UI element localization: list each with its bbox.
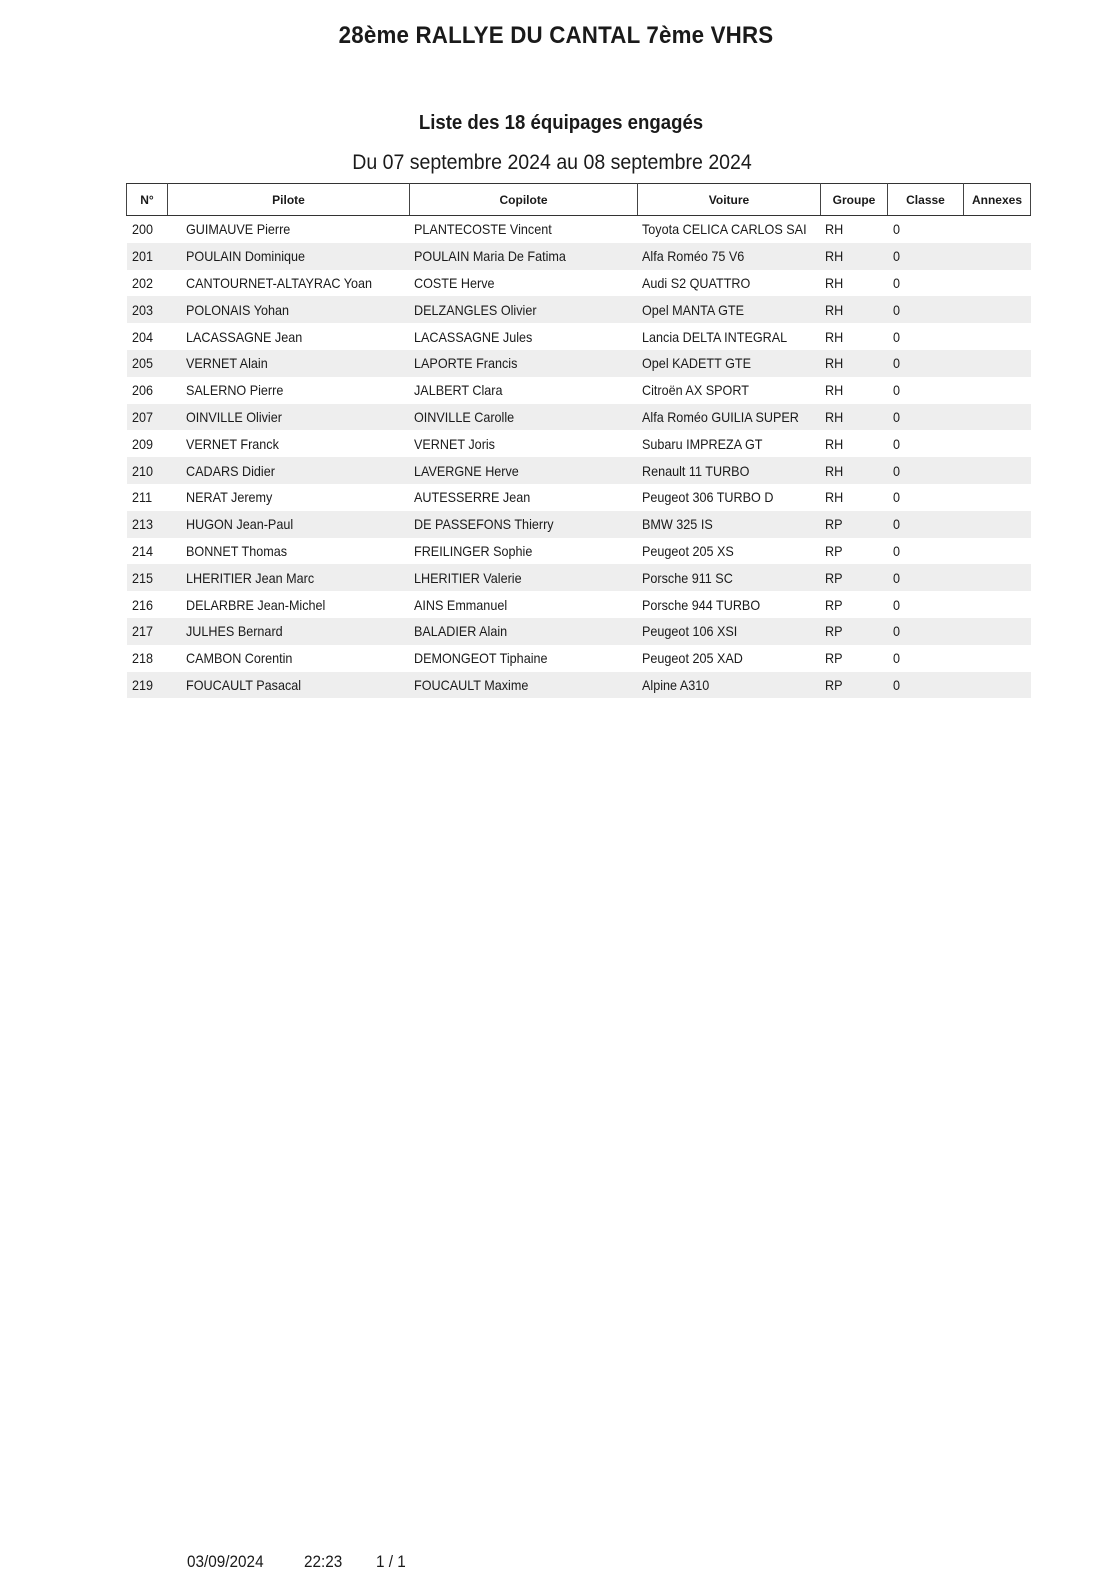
cell-num: 204	[131, 328, 153, 345]
cell-annexes	[964, 484, 1031, 511]
cell-voiture: Peugeot 306 TURBO D	[641, 489, 773, 506]
table-row	[127, 511, 1031, 538]
cell-voiture: Opel KADETT GTE	[638, 350, 821, 377]
cell-voiture: Toyota CELICA CARLOS SAI	[641, 221, 807, 238]
cell-groupe: RH	[821, 404, 888, 431]
table-row	[127, 430, 1031, 457]
cell-annexes	[964, 270, 1031, 297]
header-pilote: Pilote	[168, 184, 410, 216]
cell-voiture: Alpine A310	[638, 672, 821, 699]
cell-pilote: SALERNO Pierre	[185, 382, 283, 399]
cell-annexes	[964, 672, 1031, 699]
cell-classe: 0	[888, 243, 964, 270]
cell-pilote: VERNET Franck	[185, 435, 279, 452]
document-title: 28ème RALLYE DU CANTAL 7ème VHRS	[338, 22, 774, 49]
cell-num: 200	[131, 221, 153, 238]
cell-groupe: RH	[824, 382, 843, 399]
cell-groupe: RP	[824, 542, 843, 559]
cell-groupe: RP	[821, 672, 888, 699]
footer-page-number: 1 / 1	[376, 1552, 406, 1571]
cell-num: 210	[127, 457, 168, 484]
cell-groupe: RH	[824, 328, 843, 345]
cell-voiture: BMW 325 IS	[638, 511, 821, 538]
cell-groupe: RH	[821, 457, 888, 484]
cell-groupe: RH	[824, 274, 843, 291]
cell-voiture: Alfa Roméo GUILIA SUPER	[638, 404, 821, 431]
cell-copilote: OINVILLE Carolle	[410, 404, 638, 431]
cell-annexes	[964, 296, 1031, 323]
cell-copilote: LAVERGNE Herve	[410, 457, 638, 484]
cell-classe: 0	[892, 382, 900, 399]
cell-classe: 0	[892, 650, 900, 667]
cell-copilote: AUTESSERRE Jean	[413, 489, 530, 506]
cell-classe: 0	[892, 489, 900, 506]
cell-copilote: LHERITIER Valerie	[410, 564, 638, 591]
cell-voiture: Porsche 911 SC	[638, 564, 821, 591]
cell-num: 209	[131, 435, 153, 452]
cell-pilote: CAMBON Corentin	[185, 650, 292, 667]
cell-groupe: RH	[821, 350, 888, 377]
cell-voiture: Audi S2 QUATTRO	[641, 274, 750, 291]
cell-annexes	[964, 430, 1031, 457]
cell-groupe: RH	[824, 489, 843, 506]
cell-pilote: DELARBRE Jean-Michel	[185, 596, 325, 613]
cell-classe: 0	[888, 672, 964, 699]
cell-voiture: Porsche 944 TURBO	[641, 596, 760, 613]
cell-num: 216	[131, 596, 153, 613]
table-row	[127, 323, 1031, 350]
cell-classe: 0	[892, 274, 900, 291]
table-row	[127, 564, 1031, 591]
cell-groupe: RH	[821, 296, 888, 323]
cell-annexes	[964, 538, 1031, 565]
cell-num: 206	[131, 382, 153, 399]
cell-annexes	[964, 404, 1031, 431]
event-date-range: Du 07 septembre 2024 au 08 septembre 2024	[352, 151, 752, 174]
cell-pilote: BONNET Thomas	[185, 542, 287, 559]
cell-annexes	[964, 323, 1031, 350]
table-row	[127, 538, 1031, 565]
header-voiture: Voiture	[638, 184, 821, 216]
cell-num: 214	[131, 542, 153, 559]
cell-classe: 0	[892, 596, 900, 613]
cell-voiture: Peugeot 106 XSI	[638, 618, 821, 645]
cell-num: 211	[131, 489, 152, 506]
cell-annexes	[964, 350, 1031, 377]
table-row	[127, 484, 1031, 511]
cell-copilote: LACASSAGNE Jules	[413, 328, 532, 345]
cell-groupe: RP	[821, 511, 888, 538]
cell-copilote: BALADIER Alain	[410, 618, 638, 645]
cell-annexes	[964, 216, 1031, 243]
cell-pilote: GUIMAUVE Pierre	[185, 221, 290, 238]
table-row	[127, 296, 1031, 323]
cell-num: 207	[127, 404, 168, 431]
header-copilote: Copilote	[410, 184, 638, 216]
entries-table	[126, 183, 1031, 698]
table-body	[127, 216, 1031, 699]
cell-annexes	[964, 645, 1031, 672]
cell-voiture: Alfa Roméo 75 V6	[638, 243, 821, 270]
table-row	[127, 377, 1031, 404]
cell-copilote: POULAIN Maria De Fatima	[410, 243, 638, 270]
cell-copilote: VERNET Joris	[413, 435, 495, 452]
table-row	[127, 457, 1031, 484]
cell-copilote: FREILINGER Sophie	[413, 542, 532, 559]
cell-voiture: Subaru IMPREZA GT	[641, 435, 762, 452]
cell-voiture: Peugeot 205 XS	[641, 542, 734, 559]
cell-classe: 0	[888, 511, 964, 538]
cell-pilote: JULHES Bernard	[168, 618, 410, 645]
cell-copilote: PLANTECOSTE Vincent	[413, 221, 552, 238]
cell-classe: 0	[892, 328, 900, 345]
cell-pilote: HUGON Jean-Paul	[168, 511, 410, 538]
cell-pilote: POULAIN Dominique	[168, 243, 410, 270]
entries-subtitle: Liste des 18 équipages engagés	[418, 112, 704, 134]
cell-num: 203	[127, 296, 168, 323]
cell-voiture: Renault 11 TURBO	[638, 457, 821, 484]
cell-classe: 0	[888, 296, 964, 323]
header-num: N°	[127, 184, 168, 216]
footer-date: 03/09/2024	[187, 1552, 264, 1571]
cell-voiture: Opel MANTA GTE	[638, 296, 821, 323]
cell-copilote: JALBERT Clara	[413, 382, 502, 399]
cell-groupe: RP	[824, 596, 843, 613]
cell-annexes	[964, 591, 1031, 618]
cell-pilote: FOUCAULT Pasacal	[168, 672, 410, 699]
table-row	[127, 618, 1031, 645]
cell-annexes	[964, 564, 1031, 591]
cell-num: 217	[127, 618, 168, 645]
table-row	[127, 591, 1031, 618]
table-row	[127, 243, 1031, 270]
table-row	[127, 672, 1031, 699]
cell-classe: 0	[892, 221, 900, 238]
cell-copilote: FOUCAULT Maxime	[410, 672, 638, 699]
cell-classe: 0	[888, 350, 964, 377]
table-row	[127, 216, 1031, 243]
cell-pilote: LHERITIER Jean Marc	[168, 564, 410, 591]
cell-voiture: Citroën AX SPORT	[641, 382, 749, 399]
cell-copilote: LAPORTE Francis	[410, 350, 638, 377]
table-row	[127, 404, 1031, 431]
table-row	[127, 645, 1031, 672]
cell-classe: 0	[888, 564, 964, 591]
cell-num: 215	[127, 564, 168, 591]
cell-num: 218	[131, 650, 153, 667]
cell-groupe: RP	[821, 564, 888, 591]
table-row	[127, 270, 1031, 297]
cell-pilote: OINVILLE Olivier	[168, 404, 410, 431]
cell-pilote: NERAT Jeremy	[185, 489, 272, 506]
cell-groupe: RH	[824, 221, 843, 238]
header-classe: Classe	[888, 184, 964, 216]
cell-num: 202	[131, 274, 153, 291]
header-groupe: Groupe	[821, 184, 888, 216]
cell-groupe: RP	[821, 618, 888, 645]
cell-classe: 0	[892, 435, 900, 452]
cell-pilote: VERNET Alain	[168, 350, 410, 377]
cell-classe: 0	[892, 542, 900, 559]
header-annexes: Annexes	[964, 184, 1031, 216]
cell-copilote: COSTE Herve	[413, 274, 495, 291]
cell-num: 205	[127, 350, 168, 377]
cell-voiture: Peugeot 205 XAD	[641, 650, 743, 667]
cell-voiture: Lancia DELTA INTEGRAL	[641, 328, 787, 345]
cell-annexes	[964, 618, 1031, 645]
cell-pilote: CANTOURNET-ALTAYRAC Yoan	[185, 274, 372, 291]
cell-groupe: RH	[824, 435, 843, 452]
footer-time: 22:23	[304, 1552, 343, 1571]
cell-annexes	[964, 457, 1031, 484]
cell-pilote: CADARS Didier	[168, 457, 410, 484]
cell-copilote: DEMONGEOT Tiphaine	[413, 650, 548, 667]
table-header	[127, 184, 1031, 216]
cell-groupe: RP	[824, 650, 843, 667]
cell-classe: 0	[888, 457, 964, 484]
table-row	[127, 350, 1031, 377]
cell-classe: 0	[888, 618, 964, 645]
cell-copilote: DE PASSEFONS Thierry	[410, 511, 638, 538]
cell-annexes	[964, 377, 1031, 404]
cell-copilote: DELZANGLES Olivier	[410, 296, 638, 323]
cell-num: 201	[127, 243, 168, 270]
cell-num: 219	[127, 672, 168, 699]
cell-pilote: LACASSAGNE Jean	[185, 328, 302, 345]
cell-pilote: POLONAIS Yohan	[168, 296, 410, 323]
cell-annexes	[964, 243, 1031, 270]
cell-groupe: RH	[821, 243, 888, 270]
cell-annexes	[964, 511, 1031, 538]
cell-copilote: AINS Emmanuel	[413, 596, 507, 613]
cell-classe: 0	[888, 404, 964, 431]
cell-num: 213	[127, 511, 168, 538]
